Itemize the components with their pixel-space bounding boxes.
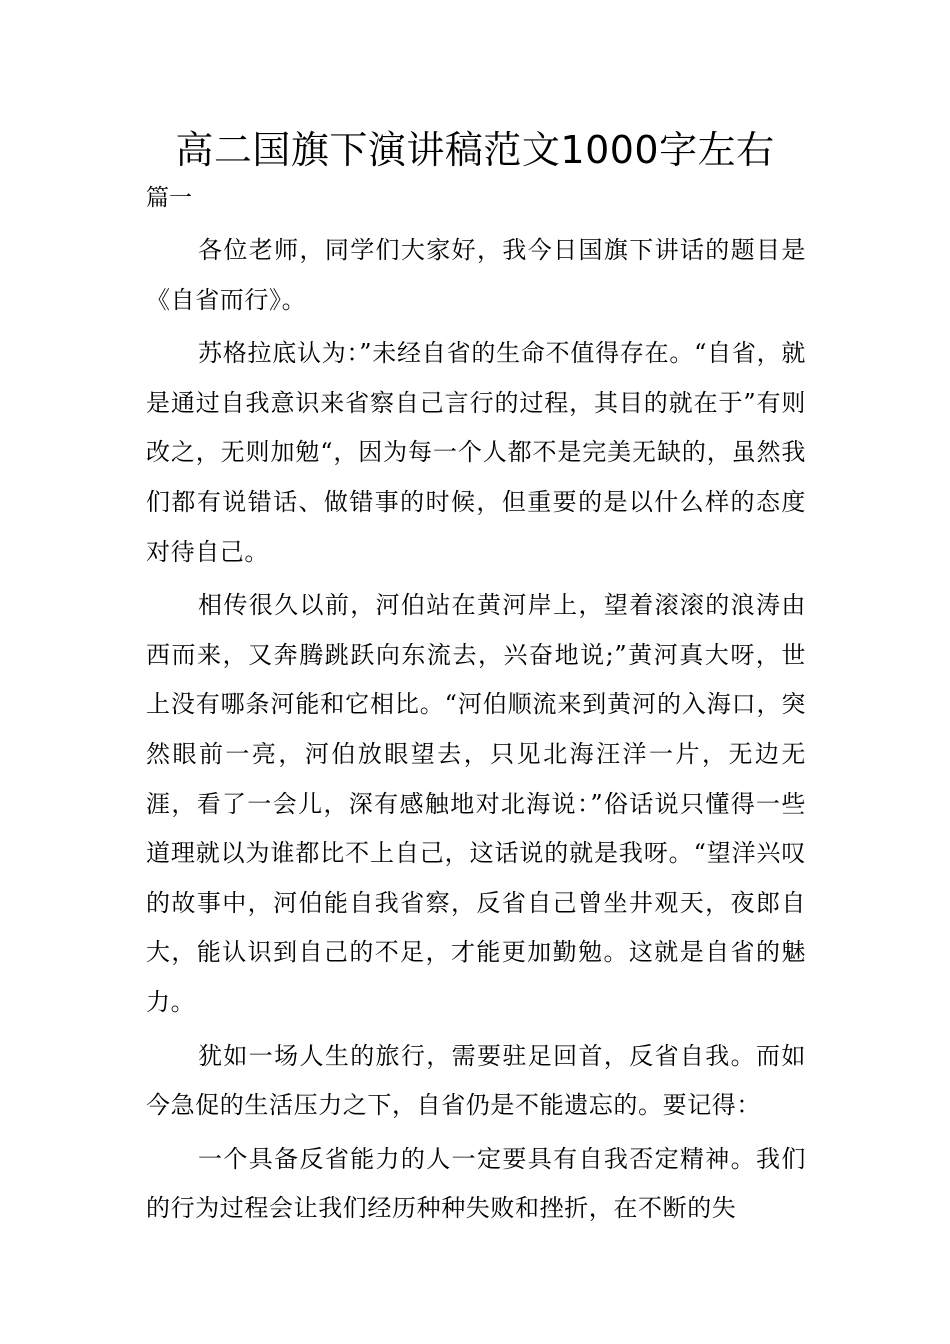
document-title: 高二国旗下演讲稿范文1000字左右	[175, 128, 775, 172]
paragraph: 犹如一场人生的旅行，需要驻足回首，反省自我。而如今急促的生活压力之下，自省仍是不能遗忘的。要记得：	[146, 1041, 806, 1120]
paragraph: 各位老师，同学们大家好，我今日国旗下讲话的题目是《自省而行》。	[146, 236, 806, 314]
document-body	[146, 226, 806, 1238]
section-label: 篇一	[146, 185, 192, 211]
paragraph: 苏格拉底认为：”未经自省的生命不值得存在。“自省，就是通过自我意识来省察自己言行的过程，其目的就在于”有则改之，无则加勉“，因为每一个人都不是完美无缺的，虽然我们都有说错话、做错事的时候，但重要的是以什么样的态度对待自己。	[146, 339, 806, 566]
paragraph: 相传很久以前，河伯站在黄河岸上，望着滚滚的浪涛由西而来，又奔腾跳跃向东流去，兴奋地说;”黄河真大呀，世上没有哪条河能和它相比。“河伯顺流来到黄河的入海口，突然眼前一亮，河伯放眼望去，只见北海汪洋一片，无边无涯，看了一会儿，深有感触地对北海说：”俗话说只懂得一些道理就以为谁都比不上自己，这话说的就是我呀。“望洋兴叹的故事中，河伯能自我省察，反省自己曾坐井观天，夜郎自大，能认识到自己的不足，才能更加勤勉。这就是自省的魅力。	[146, 591, 806, 1016]
paragraph: 一个具备反省能力的人一定要具有自我否定精神。我们的行为过程会让我们经历种种失败和挫折，在不断的失	[146, 1144, 806, 1223]
